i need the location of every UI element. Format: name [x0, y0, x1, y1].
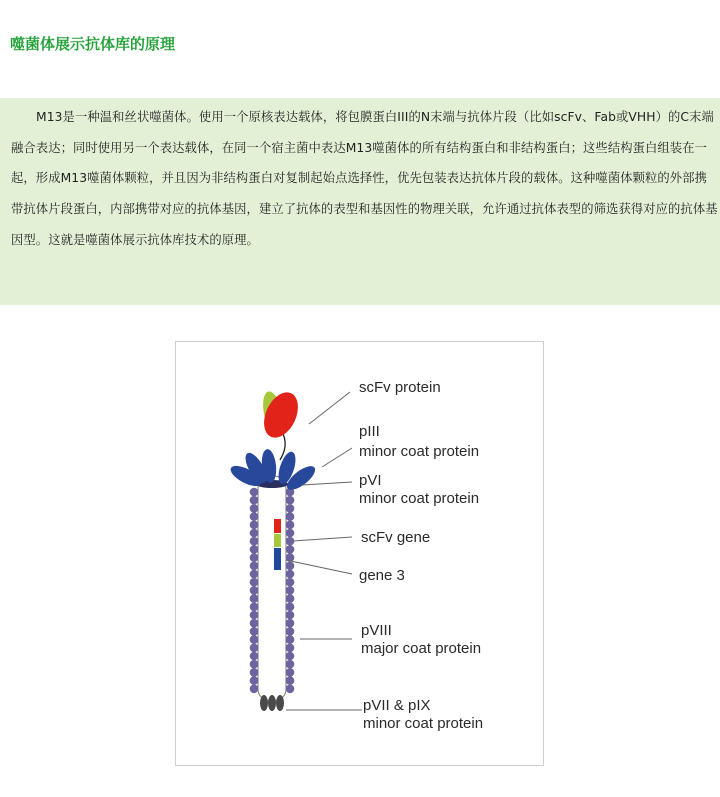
- pviii-bead: [250, 627, 259, 636]
- pviii-bead: [250, 545, 259, 554]
- pvii-pix-cap-unit: [276, 695, 284, 711]
- pviii-bead: [250, 537, 259, 546]
- gene-3-segment: [274, 548, 281, 570]
- phage-diagram: [175, 341, 544, 766]
- pviii-bead: [286, 504, 295, 513]
- pvii-pix-cap: [260, 695, 284, 711]
- label-scfv-protein: scFv protein: [359, 379, 441, 396]
- leader-pvi: [302, 482, 352, 485]
- scfv-gene-red: [274, 519, 281, 533]
- pviii-bead: [250, 586, 259, 595]
- pviii-bead: [286, 578, 295, 587]
- pviii-bead: [250, 635, 259, 644]
- phage-body: [258, 476, 286, 701]
- pvii-pix-cap-unit: [268, 695, 276, 711]
- leader-piii: [322, 448, 352, 467]
- pviii-bead: [286, 685, 295, 694]
- pviii-bead: [286, 668, 295, 677]
- pviii-bead: [286, 521, 295, 530]
- pviii-bead: [286, 619, 295, 628]
- pviii-bead: [286, 537, 295, 546]
- label-pvi-desc: minor coat protein: [359, 490, 480, 507]
- scfv-gene-green: [274, 534, 281, 547]
- label-pviii: pVIII: [361, 622, 392, 639]
- label-pvi: pVI: [359, 472, 382, 489]
- pviii-bead: [286, 586, 295, 595]
- leader-gene-3: [286, 560, 352, 574]
- pviii-bead: [286, 594, 295, 603]
- pviii-bead: [250, 553, 259, 562]
- pviii-bead: [286, 570, 295, 579]
- pviii-bead: [250, 578, 259, 587]
- pviii-bead: [286, 562, 295, 571]
- pviii-bead: [250, 570, 259, 579]
- pviii-bead: [250, 562, 259, 571]
- pviii-bead: [250, 644, 259, 653]
- pviii-bead: [250, 619, 259, 628]
- label-piii: pIII: [359, 423, 380, 440]
- pviii-bead: [250, 512, 259, 521]
- pviii-bead: [250, 611, 259, 620]
- pviii-bead: [286, 635, 295, 644]
- pviii-bead: [286, 660, 295, 669]
- pviii-bead: [286, 545, 295, 554]
- pviii-bead: [286, 496, 295, 505]
- intro-paragraph: M13是一种温和丝状噬菌体。使用一个原核表达载体，将包膜蛋白III的N末端与抗体片段（比如scFv、Fab或VHH）的C末端融合表达；同时使用另一个表达载体，在同一个宿主菌中表达M13噬菌体的所有结构蛋白和非结构蛋白；这些结构蛋白组装在一起，形成M13噬菌体颗粒，并且因为非结构蛋白对复制起始点选择性，优先包装表达抗体片段的载体。这种噬菌体颗粒的外部携带抗体片段蛋白，内部携带对应的抗体基因，建立了抗体的表型和基因性的物理关联，允许通过抗体表型的筛选获得对应的抗体基因型。这就是噬菌体展示抗体库技术的原理。: [11, 110, 718, 247]
- pviii-bead: [250, 488, 259, 497]
- pviii-bead: [286, 627, 295, 636]
- pviii-bead: [250, 504, 259, 513]
- label-pvii-pix-desc: minor coat protein: [363, 715, 484, 732]
- label-gene-3: gene 3: [359, 567, 405, 584]
- phage-diagram-svg: [176, 342, 545, 767]
- pviii-bead: [286, 611, 295, 620]
- pviii-bead: [250, 521, 259, 530]
- pviii-bead: [250, 668, 259, 677]
- leader-scfv-gene: [293, 537, 352, 541]
- label-scfv-gene: scFv gene: [361, 529, 431, 546]
- pviii-bead: [250, 529, 259, 538]
- pviii-bead: [286, 644, 295, 653]
- pviii-bead: [286, 512, 295, 521]
- pviii-bead: [250, 603, 259, 612]
- pviii-bead: [286, 529, 295, 538]
- pviii-bead: [250, 660, 259, 669]
- pviii-bead: [286, 676, 295, 685]
- pviii-bead: [250, 652, 259, 661]
- pviii-bead: [286, 652, 295, 661]
- label-piii-desc: minor coat protein: [359, 443, 480, 460]
- pviii-bead: [250, 594, 259, 603]
- pviii-bead: [250, 496, 259, 505]
- label-pvii-pix: pVII & pIX: [363, 697, 431, 714]
- pvii-pix-cap-unit: [260, 695, 268, 711]
- intro-panel: [0, 98, 720, 305]
- pviii-bead: [286, 603, 295, 612]
- pviii-bead: [250, 685, 259, 694]
- pviii-bead: [250, 676, 259, 685]
- label-pviii-desc: major coat protein: [361, 640, 482, 657]
- page-title: 噬菌体展示抗体库的原理: [10, 35, 176, 53]
- leader-scfv-protein: [309, 392, 350, 424]
